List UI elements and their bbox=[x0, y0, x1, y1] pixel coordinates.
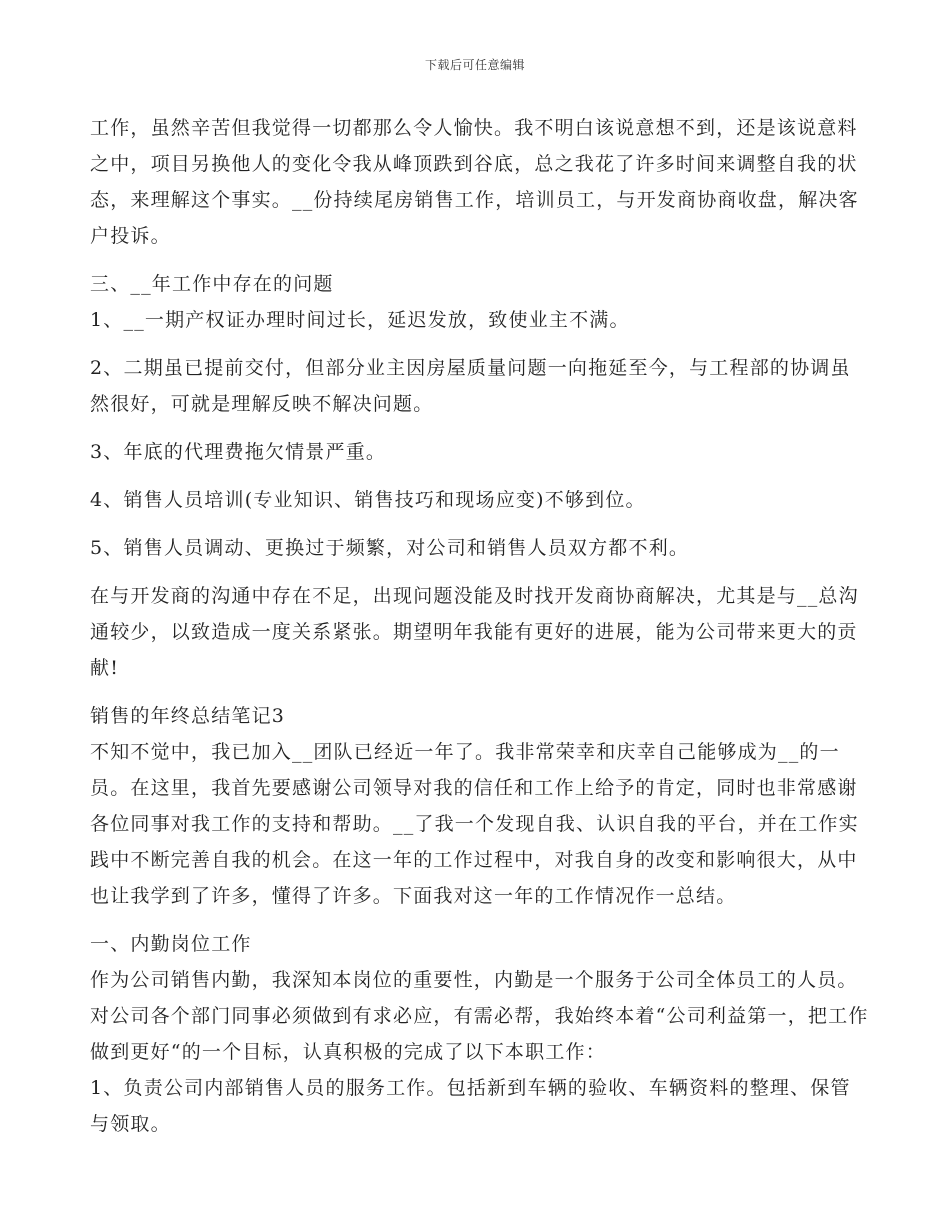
list-item: 5、销售人员调动、更换过于频繁，对公司和销售人员双方都不利。 bbox=[90, 537, 690, 559]
section-heading: 三、__年工作中存在的问题 bbox=[90, 273, 334, 295]
paragraph: 不知不觉中，我已加入__团队已经近一年了。我非常荣幸和庆幸自己能够成为__的一员。在这里，我首先要感谢公司领导对我的信任和工作上给予的肯定，同时也非常感谢各位同事对我工作的支持和帮助。__了我一个发现自我、认识自我的平台，并在工作实践中不断完善自我的机会。在这一年的工作过程中，对我自身的改变和影响很大，从中也让我学到了许多，懂得了许多。下面我对这一年的工作情况作一总结。 bbox=[90, 741, 859, 907]
list-item: 1、负责公司内部销售人员的服务工作。包括新到车辆的验收、车辆资料的整理、保管与领取。 bbox=[90, 1077, 851, 1135]
document-body bbox=[90, 110, 870, 1154]
section-heading: 一、内勤岗位工作 bbox=[90, 933, 252, 955]
paragraph: 在与开发商的沟通中存在不足，出现问题没能及时找开发商协商解决，尤其是与__总沟通较少，以致造成一度关系紧张。期望明年我能有更好的进展，能为公司带来更大的贡献! bbox=[90, 585, 859, 679]
page-header: 下载后可任意编辑 bbox=[424, 58, 525, 72]
list-item: 2、二期虽已提前交付，但部分业主因房屋质量问题一向拖延至今，与工程部的协调虽然很好，可就是理解反映不解决问题。 bbox=[90, 357, 851, 415]
document-title: 销售的年终总结笔记3 bbox=[90, 705, 286, 727]
paragraph: 工作，虽然辛苦但我觉得一切都那么令人愉快。我不明白该说意想不到，还是该说意料之中，项目另换他人的变化令我从峰顶跌到谷底，总之我花了许多时间来调整自我的状态，来理解这个事实。__份持续尾房销售工作，培训员工，与开发商协商收盘，解决客户投诉。 bbox=[90, 117, 859, 247]
paragraph: 作为公司销售内勤，我深知本岗位的重要性，内勤是一个服务于公司全体员工的人员。对公司各个部门同事必须做到有求必应，有需必帮，我始终本着“公司利益第一，把工作做到更好“的一个目标，认真积极的完成了以下本职工作： bbox=[90, 969, 869, 1063]
list-item: 3、年底的代理费拖欠情景严重。 bbox=[90, 441, 387, 463]
list-item: 1、__一期产权证办理时间过长，延迟发放，致使业主不满。 bbox=[90, 309, 630, 331]
list-item: 4、销售人员培训(专业知识、销售技巧和现场应变)不够到位。 bbox=[90, 489, 646, 511]
